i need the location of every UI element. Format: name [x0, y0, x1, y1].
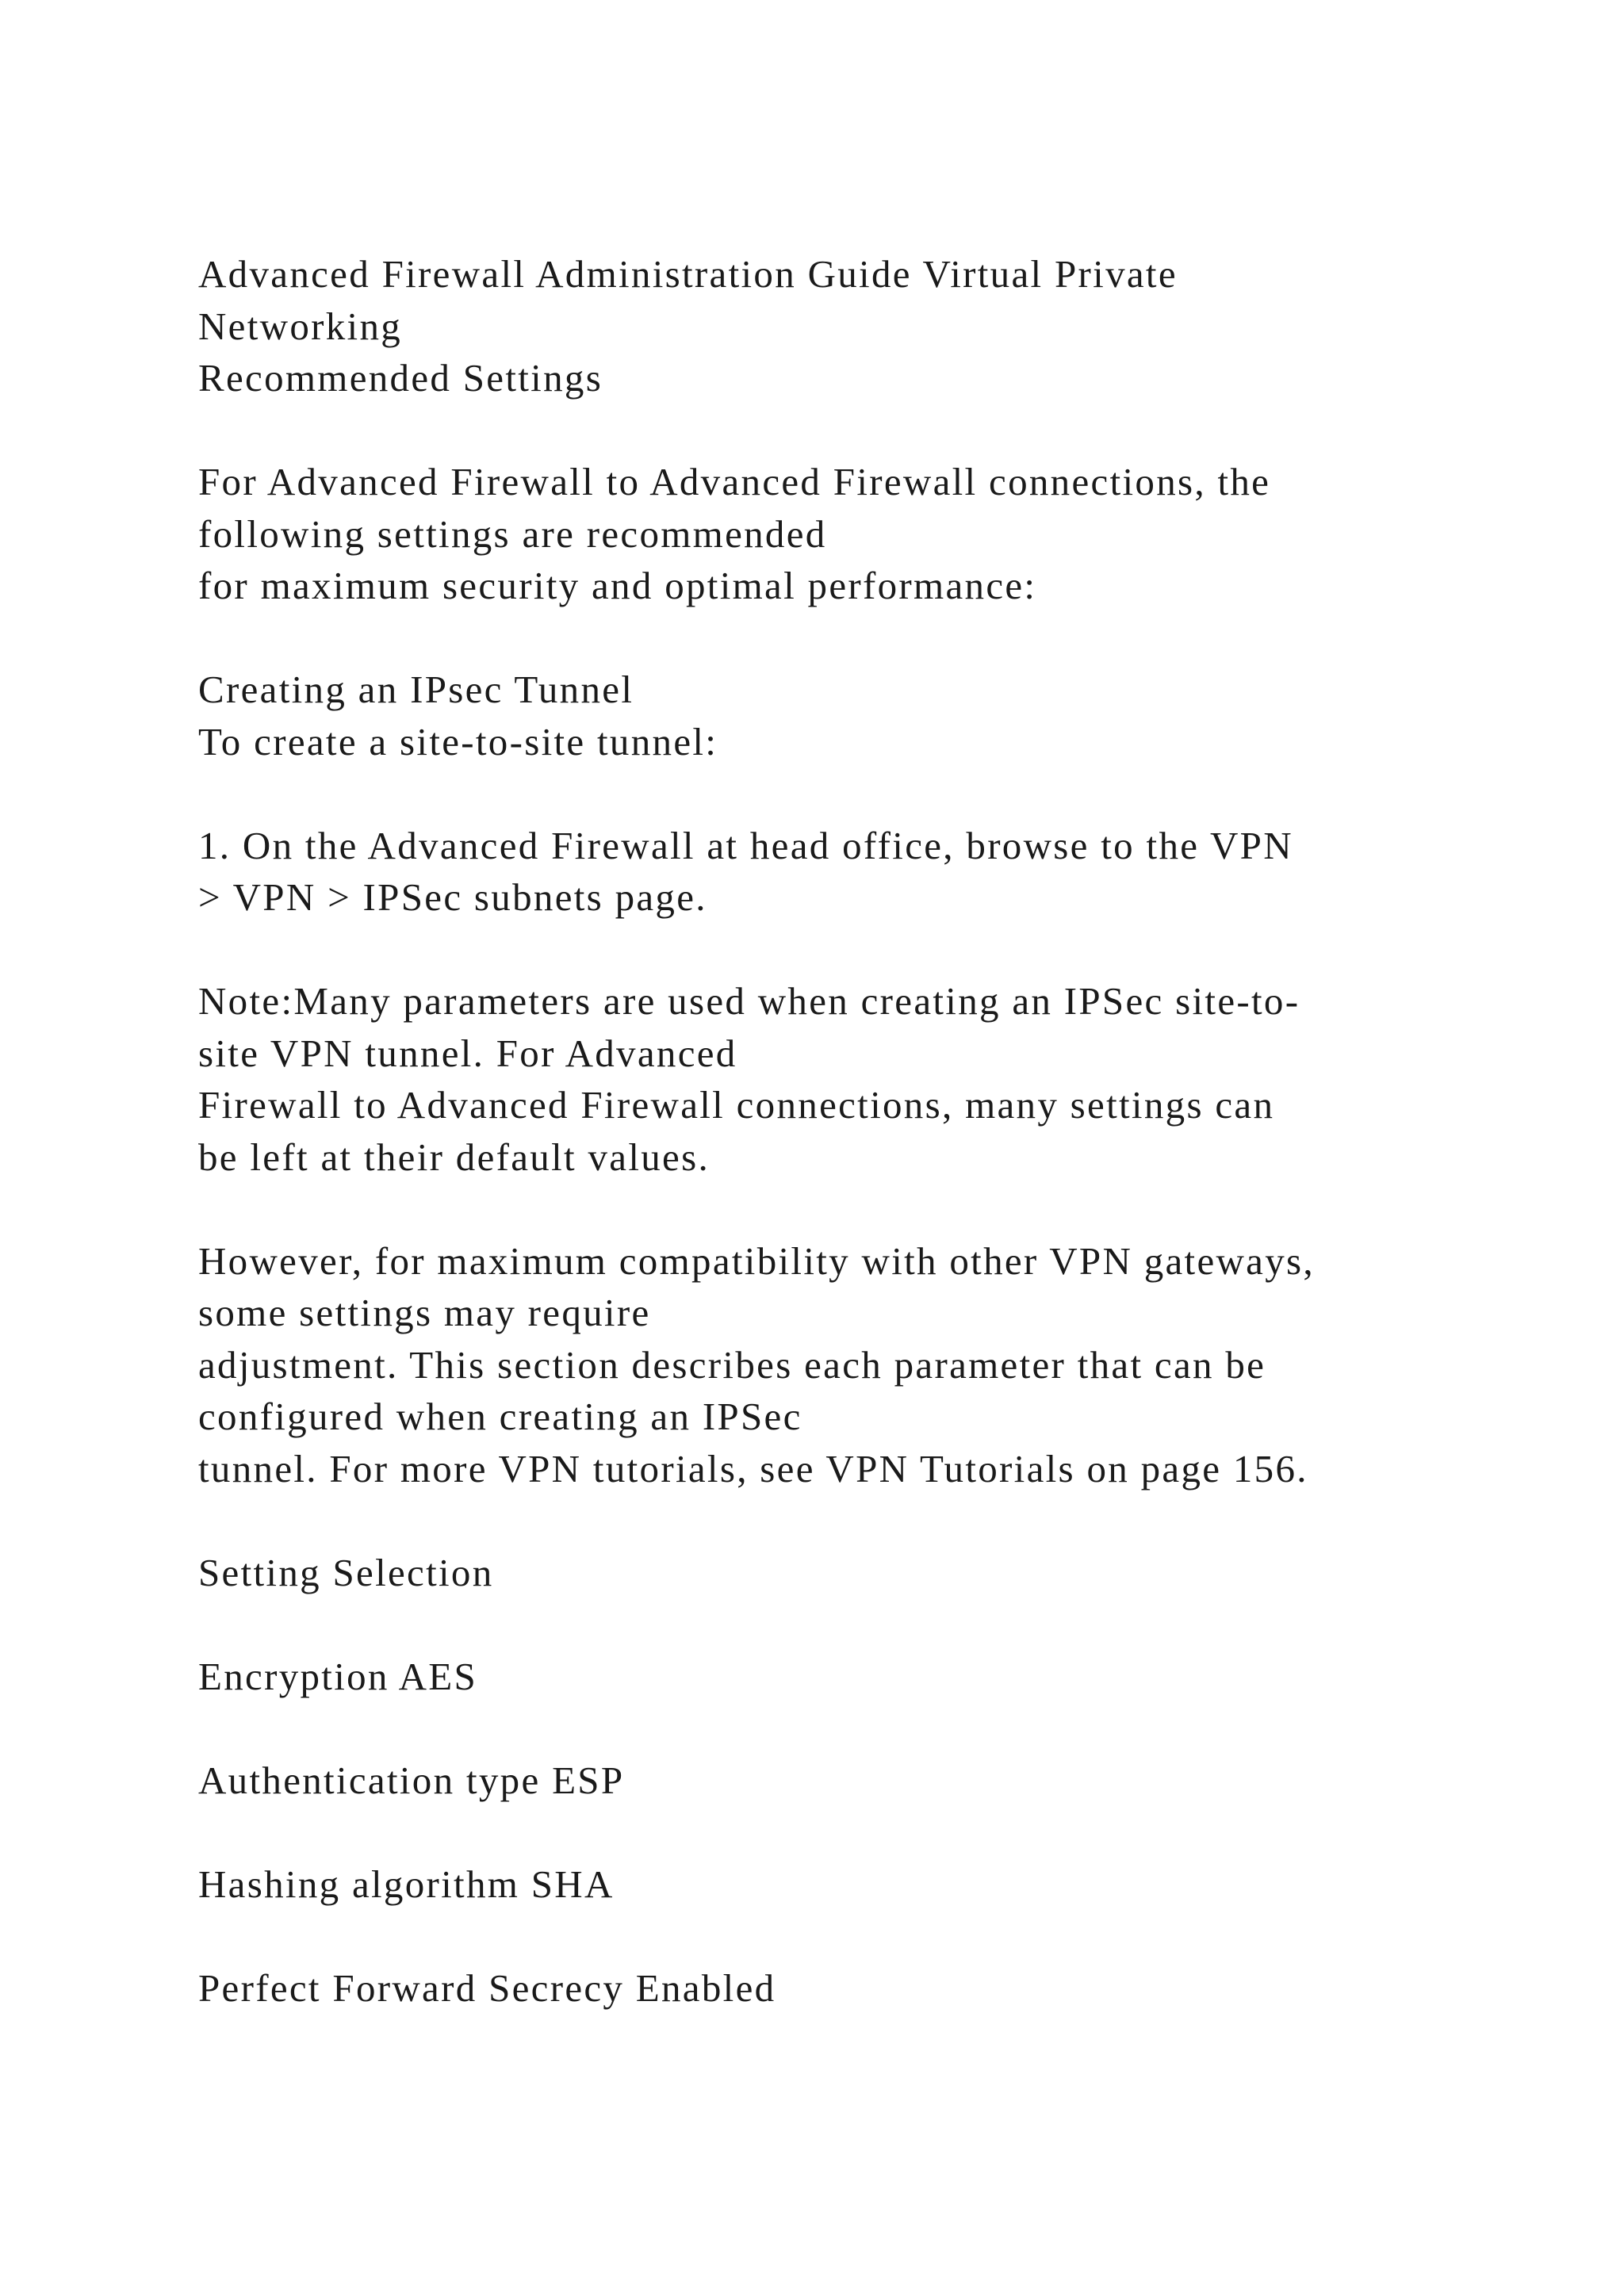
section-title: Creating an IPsec Tunnel: [198, 668, 634, 711]
paragraph-line: adjustment. This section describes each parameter that can be: [198, 1342, 1266, 1387]
paragraph-line: 1. On the Advanced Firewall at head office, browse to the VPN: [198, 823, 1293, 867]
paragraph-line: However, for maximum compatibility with other VPN gateways,: [198, 1238, 1315, 1283]
paragraph-line: for maximum security and optimal performance:: [198, 564, 1037, 607]
settings-header: Setting Selection: [198, 1550, 494, 1594]
settings-table: [198, 1547, 1546, 2015]
paragraph-line: site VPN tunnel. For Advanced: [198, 1031, 737, 1075]
blank-line: [198, 1910, 1546, 1962]
however-paragraph: [198, 1235, 1546, 1495]
blank-line: [198, 1183, 1546, 1235]
section-heading: [198, 664, 1546, 767]
blank-line: [198, 767, 1546, 820]
subtitle-line: Recommended Settings: [198, 356, 603, 400]
blank-line: [198, 924, 1546, 976]
document-title: [198, 248, 1546, 404]
intro-paragraph: [198, 456, 1546, 612]
blank-line: [198, 1598, 1546, 1651]
paragraph-line: configured when creating an IPSec: [198, 1395, 802, 1438]
paragraph-line: Firewall to Advanced Firewall connections, many settings can: [198, 1083, 1275, 1127]
paragraph-line: following settings are recommended: [198, 511, 827, 556]
paragraph-line: Note:Many parameters are used when creating an IPSec site-to-: [198, 979, 1300, 1023]
settings-row: Authentication type ESP: [198, 1758, 625, 1802]
paragraph-line: be left at their default values.: [198, 1135, 710, 1179]
note-paragraph: [198, 975, 1546, 1183]
title-line: Networking: [198, 304, 403, 348]
blank-line: [198, 1806, 1546, 1858]
blank-line: [198, 1494, 1546, 1547]
blank-line: [198, 1702, 1546, 1755]
blank-line: [198, 612, 1546, 664]
step-paragraph: [198, 820, 1546, 924]
blank-line: [198, 404, 1546, 457]
title-line: Advanced Firewall Administration Guide Virtual Private: [198, 252, 1178, 296]
paragraph-line: some settings may require: [198, 1291, 651, 1334]
settings-row: Encryption AES: [198, 1654, 478, 1698]
paragraph-line: > VPN > IPSec subnets page.: [198, 875, 707, 919]
paragraph-line: tunnel. For more VPN tutorials, see VPN Tutorials on page 156.: [198, 1446, 1308, 1490]
document-body: [198, 248, 1546, 2014]
settings-row: Hashing algorithm SHA: [198, 1862, 615, 1906]
paragraph-line: For Advanced Firewall to Advanced Firewall connections, the: [198, 460, 1271, 503]
settings-row: Perfect Forward Secrecy Enabled: [198, 1965, 776, 2010]
section-subtitle: To create a site-to-site tunnel:: [198, 719, 718, 763]
